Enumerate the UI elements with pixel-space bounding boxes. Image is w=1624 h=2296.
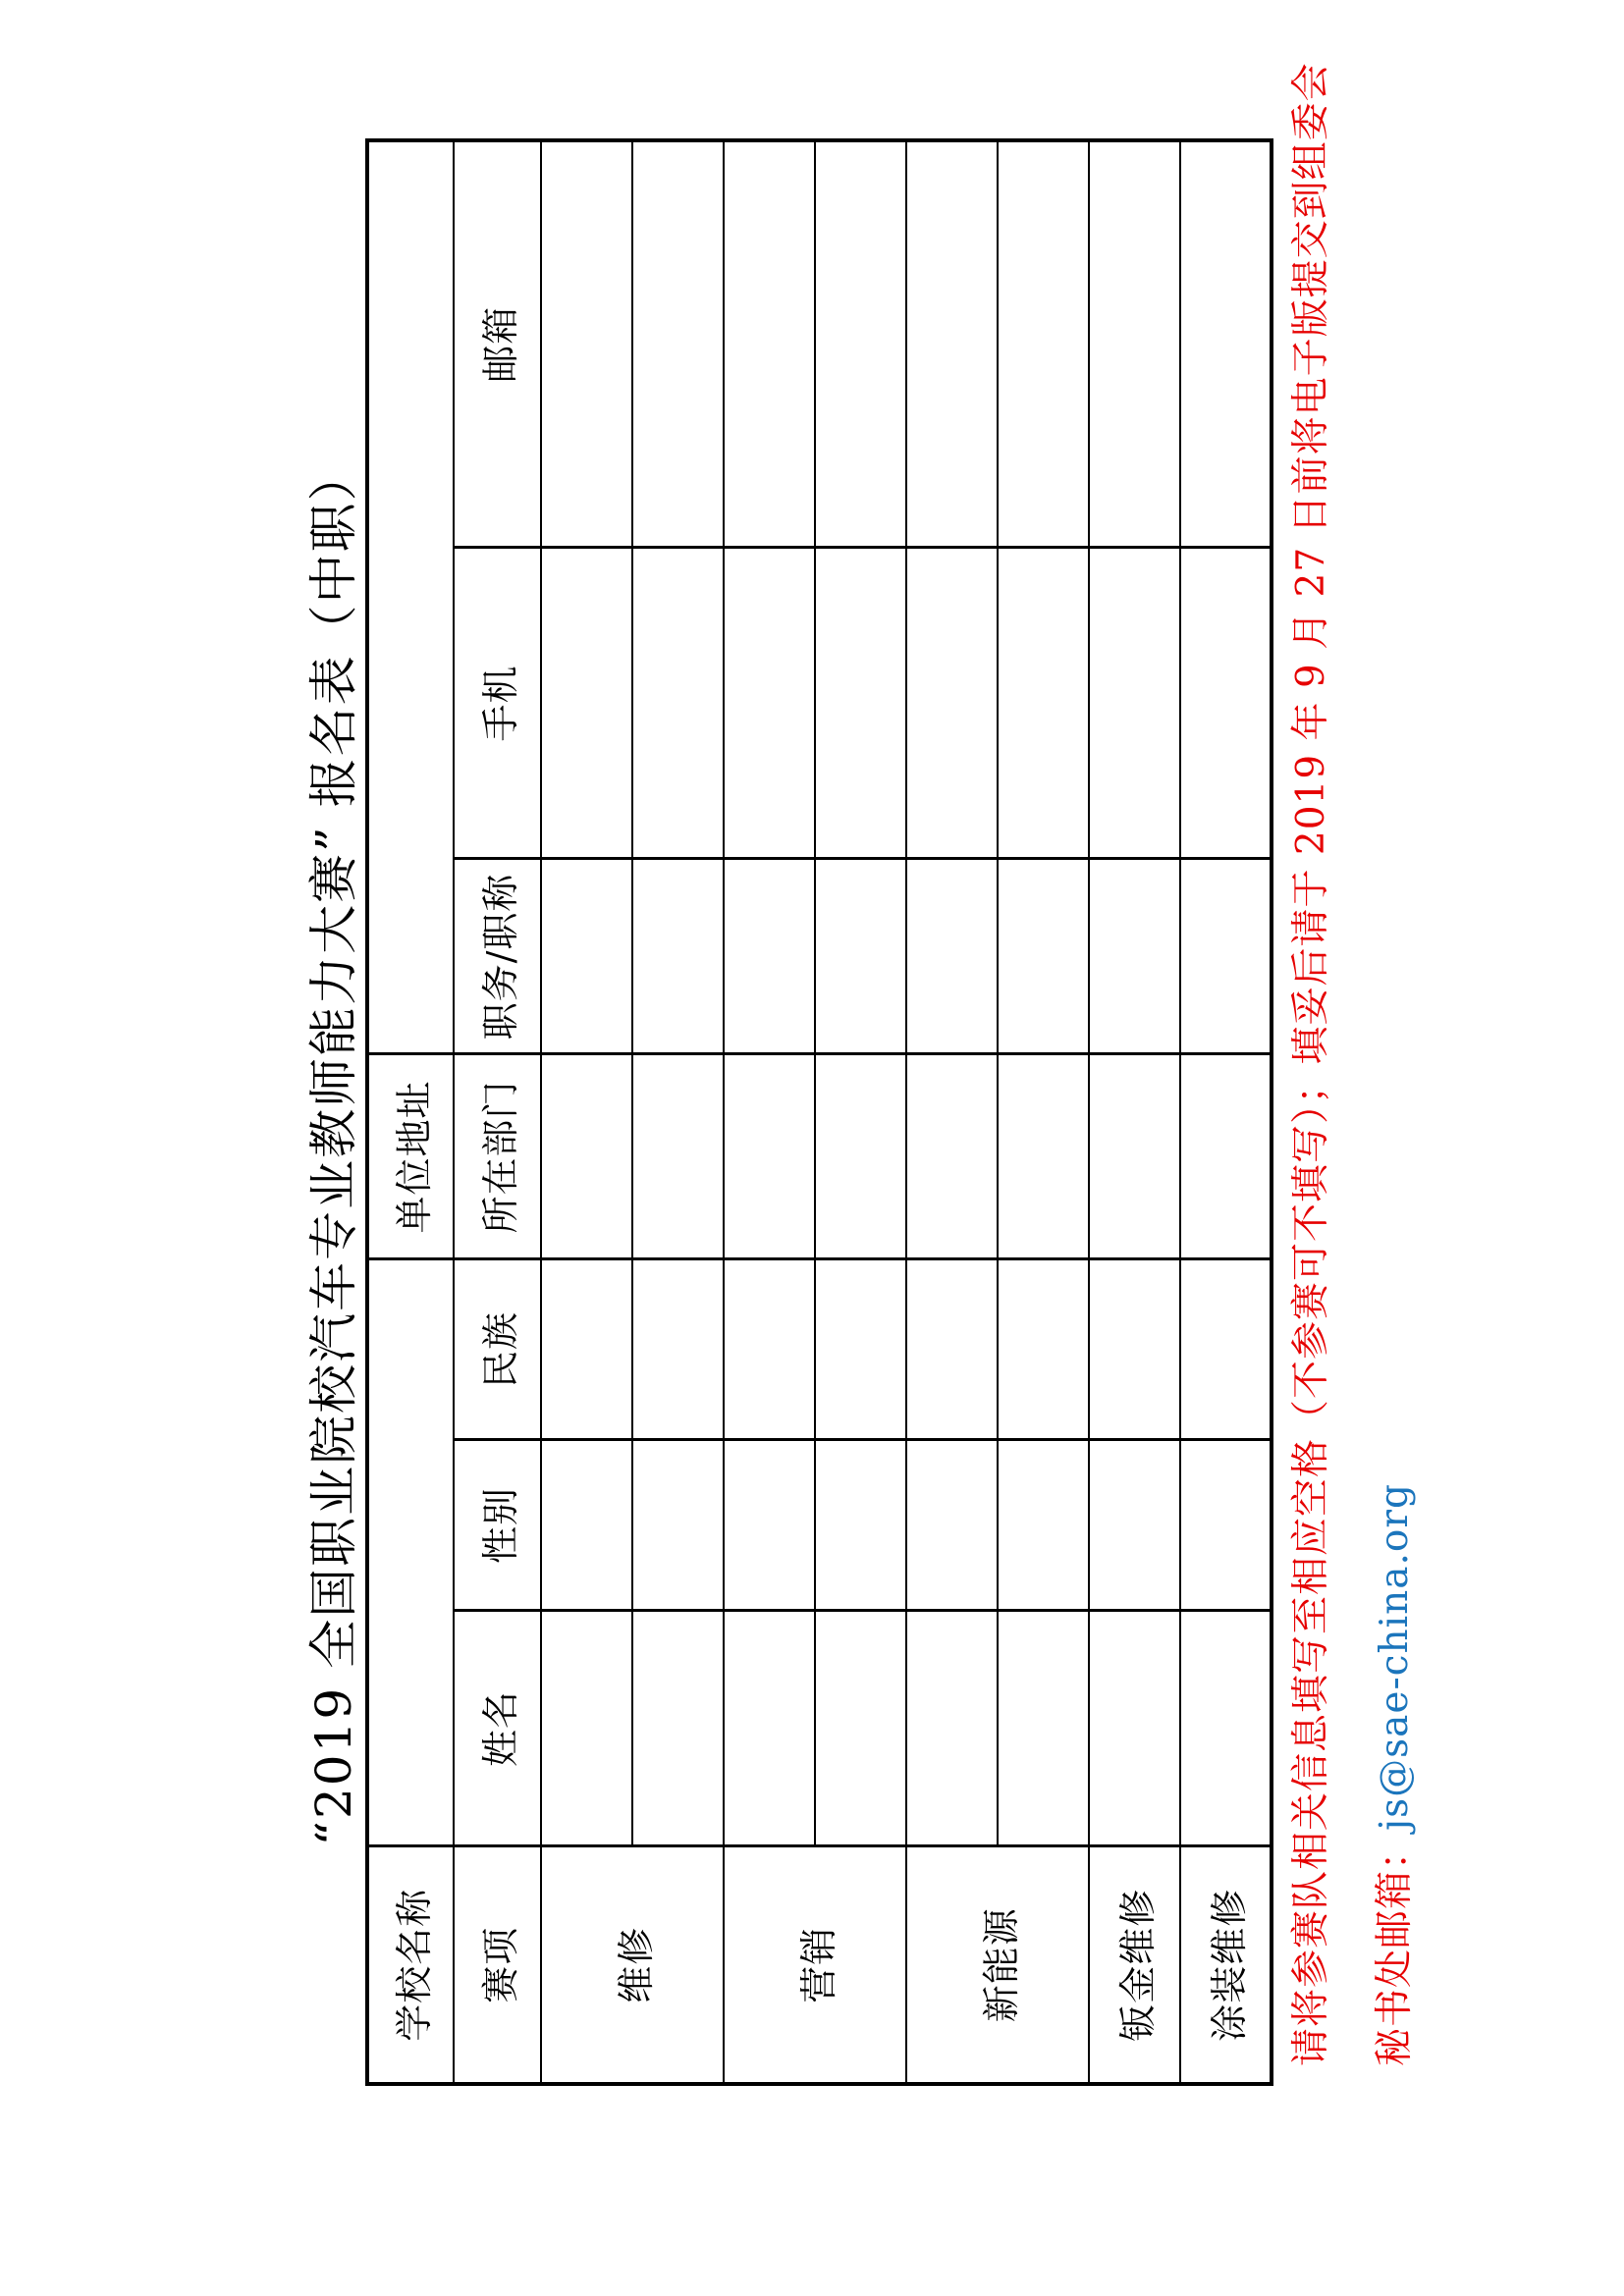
entry-cell: [998, 140, 1089, 548]
entry-cell: [998, 548, 1089, 859]
entry-cell: [815, 548, 906, 859]
school-name-input-cell: [367, 1259, 454, 1846]
entry-cell: [1089, 1440, 1180, 1611]
entry-cell: [998, 859, 1089, 1054]
unit-address-label-cell: 单位地址: [367, 1054, 454, 1259]
entry-cell: [724, 1054, 815, 1259]
entry-cell: [1089, 1259, 1180, 1440]
school-name-label-cell: 学校名称: [367, 1846, 454, 2084]
entry-cell: [724, 1440, 815, 1611]
entry-cell: [632, 859, 724, 1054]
entry-cell: [815, 1611, 906, 1846]
entry-cell: [541, 140, 632, 548]
entry-cell: [541, 1259, 632, 1440]
entry-cell: [632, 1440, 724, 1611]
entry-cell: [541, 1611, 632, 1846]
entry-cell: [724, 548, 815, 859]
entry-cell: [541, 859, 632, 1054]
secretariat-email-label: 秘书处邮箱：: [1373, 1830, 1417, 2066]
event-label-marketing: 营销: [724, 1846, 906, 2084]
entry-cell: [1089, 140, 1180, 548]
entry-cell: [724, 859, 815, 1054]
entry-cell: [1180, 1611, 1272, 1846]
entry-cell: [632, 1054, 724, 1259]
column-header-name: 姓名: [454, 1611, 541, 1846]
table-row: [906, 140, 998, 2084]
table-row: [998, 140, 1089, 2084]
entry-cell: [815, 1440, 906, 1611]
column-header-department: 所在部门: [454, 1054, 541, 1259]
entry-cell: [541, 1054, 632, 1259]
column-header-ethnicity: 民族: [454, 1259, 541, 1440]
entry-cell: [906, 859, 998, 1054]
entry-cell: [1089, 1054, 1180, 1259]
entry-cell: [906, 548, 998, 859]
entry-cell: [724, 1611, 815, 1846]
entry-cell: [906, 1259, 998, 1440]
table-header-row: [454, 140, 541, 2084]
table-row: [724, 140, 815, 2084]
column-header-event: 赛项: [454, 1846, 541, 2084]
entry-cell: [1180, 1440, 1272, 1611]
entry-cell: [632, 140, 724, 548]
column-header-mobile: 手机: [454, 548, 541, 859]
entry-cell: [1180, 548, 1272, 859]
table-row: [1089, 140, 1180, 2084]
table-row: [632, 140, 724, 2084]
entry-cell: [632, 1611, 724, 1846]
entry-cell: [541, 548, 632, 859]
entry-cell: [998, 1611, 1089, 1846]
entry-cell: [815, 140, 906, 548]
entry-cell: [1089, 859, 1180, 1054]
entry-cell: [632, 1259, 724, 1440]
table-row: [815, 140, 906, 2084]
entry-cell: [1180, 859, 1272, 1054]
table-row: [541, 140, 632, 2084]
entry-cell: [724, 140, 815, 548]
entry-cell: [1180, 1054, 1272, 1259]
column-header-gender: 性别: [454, 1440, 541, 1611]
entry-cell: [1180, 140, 1272, 548]
page-title: “2019 全国职业院校汽车专业教师能力大赛” 报名表（中职）: [305, 450, 362, 1846]
entry-cell: [815, 859, 906, 1054]
event-label-repair: 维修: [541, 1846, 724, 2084]
event-label-sheet-metal-repair: 钣金维修: [1089, 1846, 1180, 2084]
entry-cell: [998, 1054, 1089, 1259]
entry-cell: [906, 1611, 998, 1846]
entry-cell: [998, 1259, 1089, 1440]
entry-cell: [998, 1440, 1089, 1611]
entry-cell: [1089, 548, 1180, 859]
entry-cell: [906, 1440, 998, 1611]
column-header-email: 邮箱: [454, 140, 541, 548]
registration-form-table: [365, 138, 1273, 2086]
entry-cell: [815, 1054, 906, 1259]
note-instructions: 请将参赛队相关信息填写至相应空格（不参赛可不填写）；填妥后请于 2019 年 9 月 27 日前将电子版提交到组委会: [1289, 62, 1333, 2066]
event-label-painting-repair: 涂装维修: [1180, 1846, 1272, 2084]
entry-cell: [1089, 1611, 1180, 1846]
table-row: [367, 140, 454, 2084]
entry-cell: [724, 1259, 815, 1440]
entry-cell: [815, 1259, 906, 1440]
entry-cell: [906, 1054, 998, 1259]
note-secretariat-email: [1373, 5, 1417, 2066]
column-header-position-title: 职务/职称: [454, 859, 541, 1054]
entry-cell: [632, 548, 724, 859]
entry-cell: [906, 140, 998, 548]
entry-cell: [541, 1440, 632, 1611]
table-row: [1180, 140, 1272, 2084]
secretariat-email-link[interactable]: js@sae-china.org: [1373, 1483, 1417, 1831]
unit-address-input-cell: [367, 140, 454, 1054]
footnotes: [1289, 5, 1417, 2066]
event-label-new-energy: 新能源: [906, 1846, 1089, 2084]
entry-cell: [1180, 1259, 1272, 1440]
